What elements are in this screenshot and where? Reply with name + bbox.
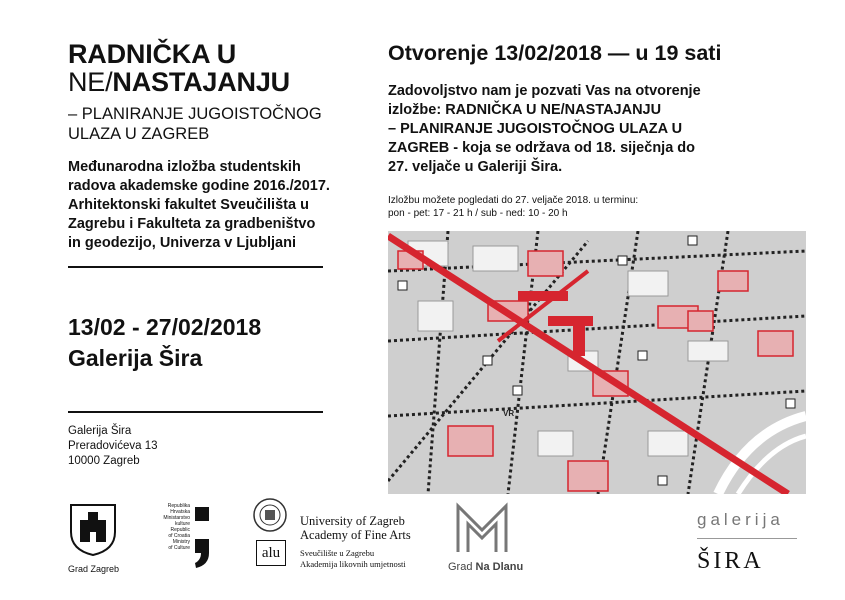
invitation	[388, 82, 788, 177]
grad-zagreb-logo	[68, 502, 128, 582]
title-line-1: RADNIČKA U	[68, 39, 236, 69]
grad-zagreb-label: Grad Zagreb	[68, 564, 120, 574]
zagreb-coat-of-arms-icon	[68, 502, 118, 557]
invitation-line: ZAGREB - koja se održava od 18. siječnja do	[388, 140, 696, 156]
galerija-word: galerija	[697, 510, 784, 529]
grad-na-dlanu-logo-icon	[454, 502, 510, 554]
subtitle-line-2: ULAZA U ZAGREB	[68, 125, 210, 143]
alu-university: University of Zagreb	[300, 514, 405, 528]
grad-na-dlanu-a: Grad	[448, 561, 473, 573]
address-line: Preradovićeva 13	[68, 440, 158, 452]
alu-hr-2: Akademija likovnih umjetnosti	[300, 559, 406, 569]
subtitle	[68, 104, 368, 144]
invitation-line: izložbe: RADNIČKA U NE/NASTAJANJU	[388, 102, 662, 118]
description-line: Zagrebu i Fakulteta za gradbeništvo	[68, 216, 316, 232]
title-line-2	[68, 68, 290, 97]
ministry-line: of Croatia	[168, 533, 190, 539]
address-line: 10000 Zagreb	[68, 455, 140, 467]
hours-line: Izložbu možete pogledati do 27. veljače 2018. u terminu:	[388, 195, 639, 206]
ministry-line: Ministry	[172, 539, 190, 545]
map-label: VR	[503, 409, 515, 418]
sira-word: ŠIRA	[697, 548, 764, 574]
title-prefix: NE/	[68, 67, 113, 97]
university-seal-icon	[252, 497, 288, 533]
divider	[68, 411, 323, 413]
invitation-line: – PLANIRANJE JUGOISTOČNOG ULAZA U	[388, 121, 683, 137]
opening-hours	[388, 194, 638, 220]
description-line: radova akademske godine 2016./2017.	[68, 178, 330, 194]
ministry-line: Republic	[170, 527, 190, 533]
description-line: Arhitektonski fakultet Sveučilišta u	[68, 197, 309, 213]
urban-plan-illustration	[388, 231, 806, 494]
ministry-line: Ministarstvo	[163, 515, 190, 521]
exhibition-dates: 13/02 - 27/02/2018	[68, 314, 262, 340]
grad-na-dlanu-label	[448, 561, 523, 573]
ministry-line: of Culture	[168, 545, 190, 551]
alu-text	[300, 514, 411, 542]
invitation-line: Zadovoljstvo nam je pozvati Vas na otvorenje	[388, 83, 701, 99]
alu-text-hr	[300, 548, 406, 570]
description	[68, 158, 368, 253]
opening-heading: Otvorenje 13/02/2018 — u 19 sati	[388, 41, 722, 65]
alu-mark: alu	[256, 540, 286, 566]
ministry-line: kulture	[174, 521, 190, 527]
alu-hr-1: Sveučilište u Zagrebu	[300, 548, 375, 558]
address	[68, 424, 158, 469]
grad-na-dlanu-b: Na Dlanu	[475, 561, 524, 573]
description-line: Međunarodna izložba studentskih	[68, 159, 301, 175]
ministry-line: Republika	[167, 503, 190, 509]
invitation-line: 27. veljače u Galeriji Šira.	[388, 159, 563, 175]
divider	[68, 266, 323, 268]
description-line: in geodezijo, Univerza v Ljubljani	[68, 235, 297, 251]
alu-academy: Academy of Fine Arts	[300, 528, 411, 542]
exhibition-info	[68, 312, 261, 374]
ministry-line: Hrvatska	[170, 509, 190, 515]
galerija-divider	[697, 538, 797, 539]
address-line: Galerija Šira	[68, 425, 132, 437]
hours-line: pon - pet: 17 - 21 h / sub - ned: 10 - 20 h	[388, 208, 568, 219]
ministry-semicolon-icon	[190, 505, 214, 569]
ministry-text	[150, 503, 190, 551]
title-bold: NASTAJANJU	[112, 67, 290, 97]
subtitle-line-1: – PLANIRANJE JUGOISTOČNOG	[68, 105, 322, 123]
exhibition-venue: Galerija Šira	[68, 345, 203, 371]
